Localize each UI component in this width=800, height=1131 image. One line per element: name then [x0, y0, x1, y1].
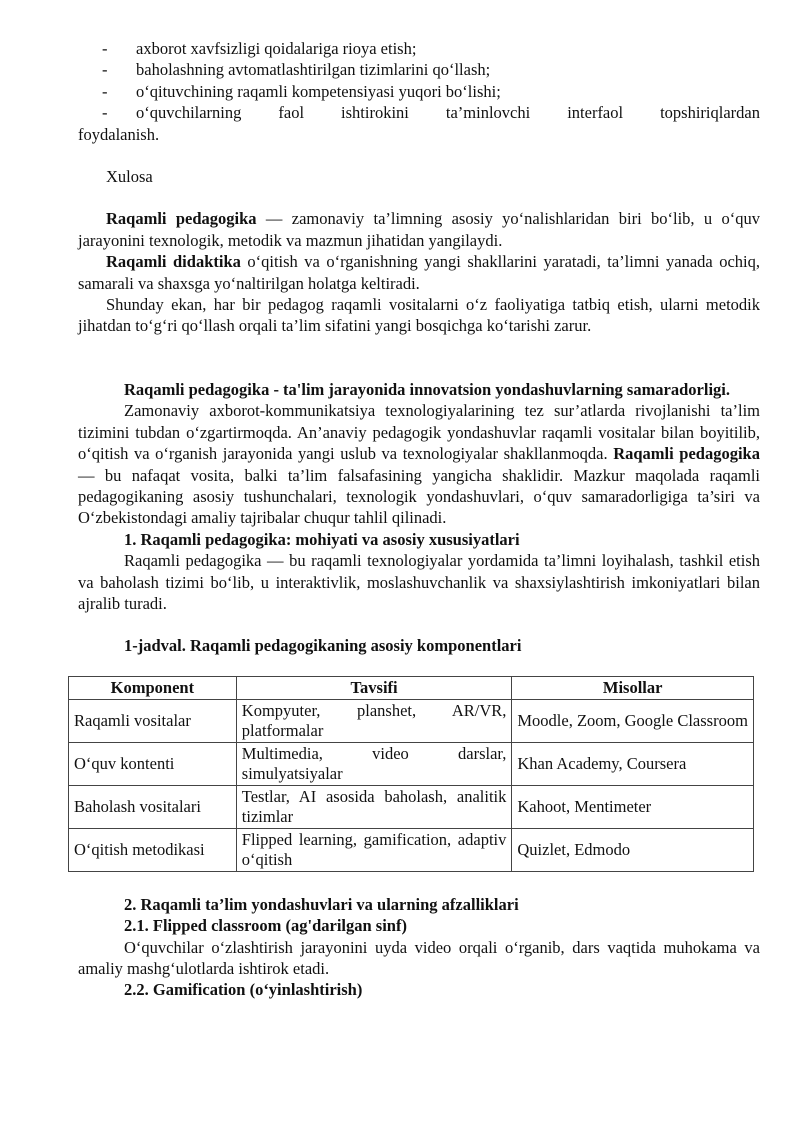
- list-item: [78, 81, 760, 102]
- table-cell: Flipped learning, gamification, adaptiv o‘qitish: [236, 828, 512, 871]
- table-cell: Testlar, AI asosida baholash, analitik tizimlar: [236, 785, 512, 828]
- list-item-text: o‘quvchilarning faol ishtirokini ta’minlovchi interfaol topshiriqlardan: [136, 103, 760, 123]
- list-item-continuation: foydalanish.: [78, 124, 160, 144]
- conclusion-paragraph-3: Shunday ekan, har bir pedagog raqamli vositalarni o‘z faoliyatiga tatbiq etish, ularni metodik jihatdan to‘g‘ri qo‘llash orqali ta’lim sifatini yangi bosqichga ko‘tarishi zarur.: [78, 295, 760, 336]
- dash-marker: -: [102, 60, 108, 80]
- list-item: [78, 38, 760, 59]
- document-page: [74, 38, 761, 1001]
- table-row: [69, 785, 754, 828]
- conclusion-paragraph-2: Raqamli didaktika o‘qitish va o‘rganishning yangi shakllarini yaratadi, ta’limni yanada ochiq, samarali va shaxsga yo‘naltirilgan holatga keltiradi.: [78, 252, 761, 293]
- table-caption: 1-jadval. Raqamli pedagogikaning asosiy komponentlari: [124, 636, 522, 656]
- table-header-cell: Komponent: [69, 676, 237, 699]
- article-title: Raqamli pedagogika - ta'lim jarayonida innovatsion yondashuvlarning samaradorligi.: [124, 379, 731, 399]
- table-cell: O‘qitish metodikasi: [69, 828, 237, 871]
- section-1-paragraph: Raqamli pedagogika — bu raqamli texnologiyalar yordamida ta’limni loyihalash, tashkil etish va baholash tizimi bo‘lib, u interaktivlik, moslashuvchanlik va shaxsiylashtirish imkoniyatlari bilan ajralib turadi.: [78, 551, 760, 613]
- conclusion-heading: Xulosa: [106, 167, 153, 187]
- list-item-text: baholashning avtomatlashtirilgan tizimlarini qo‘llash;: [136, 60, 491, 80]
- section-2-1-paragraph: O‘quvchilar o‘zlashtirish jarayonini uyda video orqali o‘rganib, dars vaqtida muhokama va amaliy mashg‘ulotlarda ishtirok etadi.: [78, 937, 760, 978]
- list-item-text: o‘qituvchining raqamli kompetensiyasi yuqori bo‘lishi;: [136, 81, 501, 101]
- term-bold: Raqamli pedagogika: [613, 444, 760, 464]
- list-item-text: axborot xavfsizligi qoidalariga rioya etish;: [136, 39, 417, 58]
- section-1-heading: 1. Raqamli pedagogika: mohiyati va asosiy xususiyatlari: [124, 529, 520, 549]
- dash-marker: -: [102, 39, 108, 58]
- term-bold: Raqamli pedagogika: [106, 209, 257, 229]
- table-cell: Kompyuter, planshet, AR/VR, platformalar: [236, 699, 512, 742]
- table-cell: O‘quv kontenti: [69, 742, 237, 785]
- term-bold: Raqamli didaktika: [106, 252, 241, 272]
- table-row: [69, 742, 754, 785]
- table-row: [69, 828, 754, 871]
- table-row: [69, 699, 754, 742]
- section-2-1-heading: 2.1. Flipped classroom (ag'darilgan sinf): [124, 916, 407, 936]
- components-table: [68, 676, 754, 872]
- table-cell: Baholash vositalari: [69, 785, 237, 828]
- table-header-cell: Tavsifi: [236, 676, 512, 699]
- dash-marker: -: [102, 103, 108, 123]
- table-cell: Kahoot, Mentimeter: [512, 785, 754, 828]
- conclusion-paragraph-1: Raqamli pedagogika — zamonaviy ta’limning asosiy yo‘nalishlaridan biri bo‘lib, u o‘quv jarayonini texnologik, metodik va mazmun jihatidan yangilaydi.: [78, 209, 760, 250]
- table-cell: Multimedia, video darslar, simulyatsiyalar: [236, 742, 512, 785]
- list-item: [78, 59, 760, 80]
- section-2-2-heading: 2.2. Gamification (o‘yinlashtirish): [124, 980, 363, 1000]
- list-item: [78, 102, 760, 123]
- table-cell: Khan Academy, Coursera: [512, 742, 754, 785]
- table-header-row: [69, 676, 754, 699]
- dash-marker: -: [102, 81, 108, 101]
- table-cell: Moodle, Zoom, Google Classroom: [512, 699, 754, 742]
- table-header-cell: Misollar: [512, 676, 754, 699]
- table-cell: Quizlet, Edmodo: [512, 828, 754, 871]
- intro-paragraph: Zamonaviy axborot-kommunikatsiya texnologiyalarining tez sur’atlarda rivojlanishi ta’lim tizimini tubdan o‘zgartirmoqda. An’anaviy pedagogik yondashuvlar raqamli vositalar bilan boyitilib, o‘qitish va o‘rganish jarayonida yangi uslub va texnologiyalar shakllanmoqda. Raqamli pedagogika — bu nafaqat vosita, balki ta’lim falsafasining yangicha shaklidir. Mazkur maqolada raqamli pedagogikaning asosiy tushunchalari, texnologik yondashuvlari, o‘quv samaradorligiga ta’siri va O‘zbekistondagi amaliy tajribalar chuqur tahlil qilinadi.: [78, 401, 760, 528]
- section-2-heading: 2. Raqamli ta’lim yondashuvlari va ularning afzalliklari: [124, 894, 519, 914]
- table-cell: Raqamli vositalar: [69, 699, 237, 742]
